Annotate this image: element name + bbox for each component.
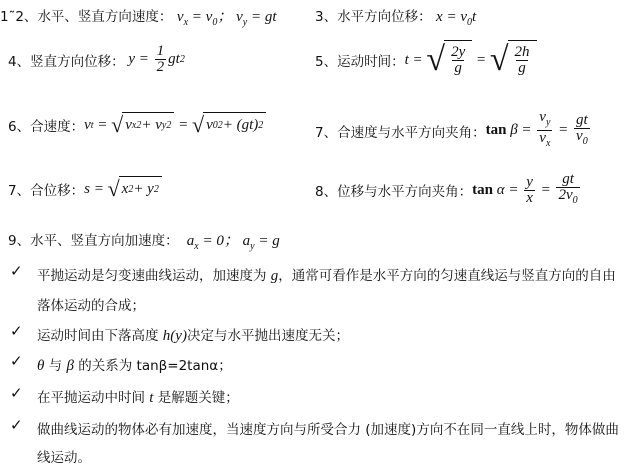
item-label: 运动时间： [337, 54, 405, 70]
formula-row-3-left [8, 112, 266, 138]
note-1-line-1 [37, 264, 616, 285]
checkmark-icon: ✓ [10, 262, 23, 280]
formula-velocity-angle: tan β = $\frac{v_y}{v_x}$ = $\frac{gt}{v_0}$ [485, 109, 588, 149]
item-number: 9、 [8, 233, 31, 249]
item-label: 合速度与水平方向夹角： [337, 124, 486, 141]
formula-row-4-left [8, 176, 162, 202]
note-5-line-2: 线运动。 [37, 450, 91, 466]
item-number: 5、 [315, 54, 338, 70]
note-text: 是解题关键； [157, 390, 239, 406]
note-variable: g [270, 268, 279, 284]
formula-row-1-right [315, 5, 476, 28]
note-1-line-2: 落体运动的合成； [37, 298, 145, 314]
note-3 [37, 354, 232, 375]
note-variable: h(y) [162, 328, 187, 344]
formula-row-2-right [315, 40, 537, 80]
item-number: 6、 [8, 119, 31, 135]
note-text: 与 [48, 358, 63, 374]
note-variable: t [149, 390, 154, 406]
formula-row-5 [8, 229, 280, 252]
formula-resultant-displacement: s = √ x 2 + y 2 [84, 176, 162, 202]
item-label: 水平、竖直方向速度： [37, 9, 173, 25]
item-number: 7、 [8, 183, 31, 199]
formula-row-2-left [8, 44, 185, 75]
note-text: ，通常可看作是水平方向的匀速直线运与竖直方向的自由 [278, 268, 616, 284]
note-2 [37, 324, 349, 345]
formula-row-3-right [315, 110, 592, 151]
formula-row-4-right [315, 172, 582, 208]
note-text: 运动时间由下落高度 [37, 328, 159, 344]
item-number: 3、 [315, 9, 338, 25]
formula-velocity-components: $v_x = v_0$； $v_y$ = gt [176, 9, 277, 28]
item-label: 位移与水平方向夹角： [337, 184, 473, 200]
item-number: 7、 [315, 124, 338, 141]
item-label: 合速度： [30, 119, 85, 135]
note-variable: β [66, 358, 74, 374]
item-label: 水平方向位移： [337, 9, 432, 25]
formula-acceleration: $a_x = 0$； $a_y = g$ [183, 233, 280, 252]
checkmark-icon: ✓ [10, 322, 23, 340]
checkmark-icon: ✓ [10, 352, 23, 370]
checkmark-icon: ✓ [10, 416, 23, 434]
formula-horizontal-displacement: $x = v_0t$ [436, 9, 477, 28]
note-text: 平抛运动是匀变速曲线运动，加速度为 [37, 268, 267, 284]
item-label: 合位移： [30, 183, 85, 199]
note-text: 决定与水平抛出速度无关； [186, 328, 349, 344]
formula-displacement-angle: tan α = $\frac{y}{x}$ = $\frac{gt}{2v_0}$ [472, 171, 578, 206]
note-variable: θ [37, 358, 45, 374]
formula-resultant-velocity: v t = √ v x 2 + v y 2 = √ v 0 2 + (gt) 2 [84, 112, 266, 138]
item-number: 4、 [8, 53, 31, 70]
note-text: 的关系为 tanβ=2tanα； [78, 358, 232, 374]
note-5-line-1: 做曲线运动的物体必有加速度，当速度方向与所受合力 (加速度)方向不在同一直线上时，物体做曲 [37, 422, 619, 438]
item-label: 竖直方向位移： [30, 53, 125, 70]
note-4 [37, 386, 239, 407]
item-label: 水平、竖直方向加速度： [30, 233, 179, 249]
checkmark-icon: ✓ [10, 384, 23, 402]
item-number: 1˜2、 [0, 9, 38, 25]
note-text: 在平抛运动中时间 [37, 390, 145, 406]
formula-time: t = √ $\frac{2y}{g}$ = √ $\frac{2h}{g}$ [405, 40, 537, 80]
formula-row-1-left [0, 5, 277, 28]
formula-vertical-displacement: y = $\frac{1}{2}$ gt 2 [124, 43, 185, 75]
item-number: 8、 [315, 184, 338, 200]
